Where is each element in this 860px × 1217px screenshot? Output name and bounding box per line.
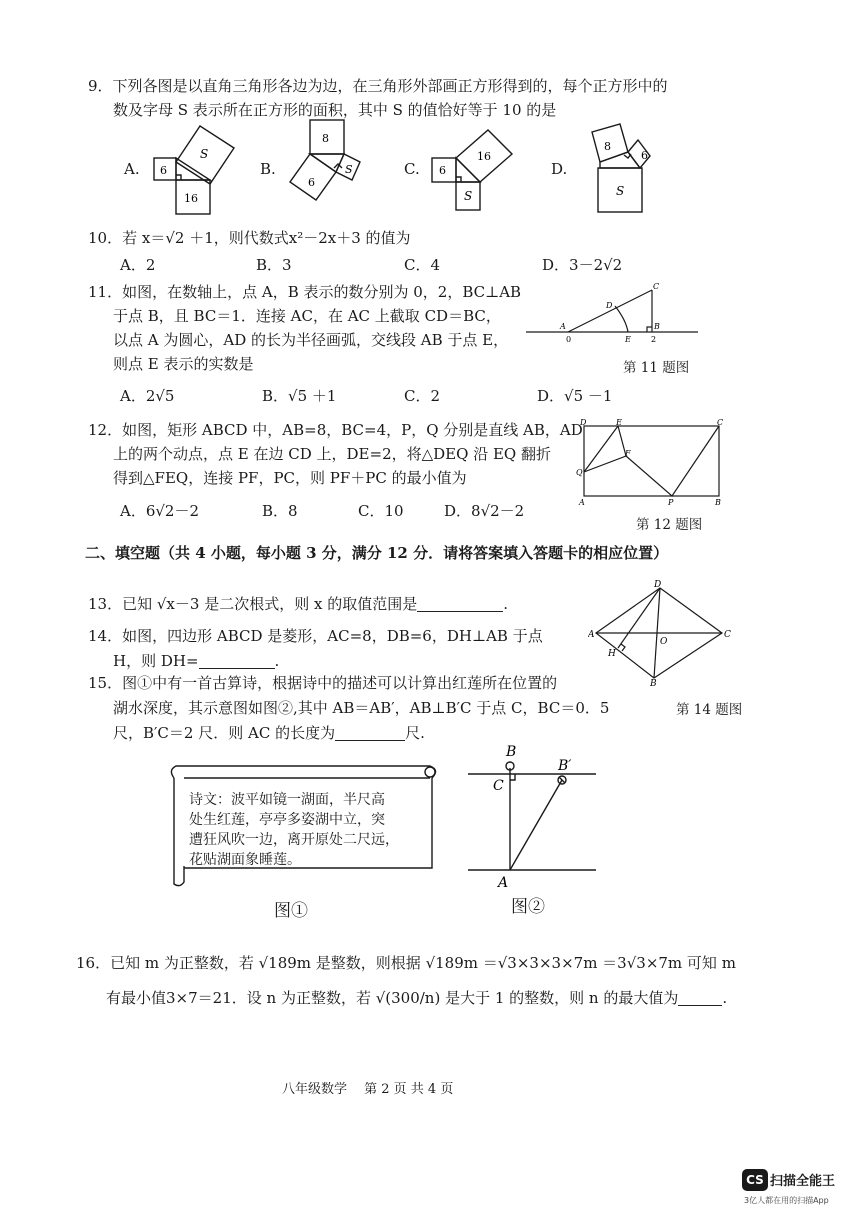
q14-end: . — [274, 652, 280, 670]
q14-answer-blank — [199, 652, 275, 669]
page-footer: 八年级数学 第 2 页 共 4 页 — [282, 1082, 454, 1097]
q12-point-d-label: D — [580, 418, 587, 427]
q11-point-a-label: A — [560, 322, 566, 331]
q10-number: 10． — [88, 229, 123, 247]
q9-d-square-right-value: 6 — [641, 149, 648, 162]
q9-option-c-figure — [428, 120, 528, 214]
q12-line3: 得到△FEQ，连接 PF，PC，则 PF＋PC 的最小值为 — [113, 469, 467, 487]
q10-stem — [88, 226, 411, 250]
q9-option-a-label: A. — [124, 160, 140, 178]
q15-lake-diagram — [462, 742, 602, 892]
q11-option-a: A．2√5 — [120, 387, 175, 405]
q9-c-square-small-value: 6 — [439, 164, 446, 177]
q15-text3: 尺，B′C＝2 尺．则 AC 的长度为 — [113, 724, 336, 742]
q15-number: 15． — [88, 674, 123, 692]
q9-b-square-top-value: 8 — [322, 132, 329, 145]
q14-point-o-label: O — [660, 637, 668, 647]
q14-point-d-label: D — [654, 580, 662, 590]
q15-end: 尺. — [405, 724, 425, 742]
poem-line: 诗文：波平如镜一湖面，半尺高 — [189, 792, 385, 808]
q9-option-b-figure — [284, 116, 384, 212]
q11-tick-2: 2 — [651, 335, 657, 344]
q12-caption: 第 12 题图 — [636, 517, 703, 533]
q9-a-square-small-value: 6 — [160, 164, 167, 177]
q16-text2: 有最小值3×7＝21．设 n 为正整数，若 √(300/n) 是大于 1 的整数，则 n 的最大值为 — [106, 989, 679, 1007]
q11-line4: 则点 E 表示的实数是 — [113, 355, 254, 373]
q12-point-b-label: B — [715, 498, 721, 507]
q16-line2 — [106, 986, 727, 1010]
q9-a-square-bottom-value: 16 — [184, 192, 198, 205]
q14-point-h-label: H — [608, 649, 616, 659]
poem-line: 处生红莲，亭亭多姿湖中立，突 — [189, 812, 385, 828]
q9-d-square-s: S — [616, 184, 625, 198]
q11-point-b-label: B — [654, 322, 660, 331]
q11-line1 — [88, 280, 521, 304]
q15-fig2-caption: 图② — [511, 897, 545, 917]
q10-text: 若 x＝√2 ＋1，则代数式x²－2x＋3 的值为 — [122, 229, 411, 247]
q15-point-c-label: C — [493, 778, 504, 794]
q14-point-b-label: B — [650, 679, 657, 686]
camscanner-logo: CS — [742, 1169, 768, 1191]
q15-fig1-caption: 图① — [274, 901, 308, 921]
q14-point-c-label: C — [724, 630, 731, 640]
q11-figure — [522, 280, 702, 350]
q16-line1 — [76, 951, 736, 975]
q9-d-square-top-value: 8 — [604, 140, 611, 153]
q11-option-b: B．√5 ＋1 — [262, 387, 337, 405]
q11-point-c-label: C — [653, 282, 660, 291]
q13-text: 已知 √x－3 是二次根式，则 x 的取值范围是 — [122, 595, 418, 613]
q9-c-square-s: S — [464, 189, 473, 203]
q9-b-square-s: S — [345, 163, 353, 176]
q14-text1: 如图，四边形 ABCD 是菱形，AC=8，DB=6，DH⊥AB 于点 — [122, 627, 543, 645]
q12-option-c: C．10 — [358, 502, 404, 520]
q15-line3 — [113, 721, 425, 745]
q16-number: 16． — [76, 954, 111, 972]
q14-number: 14． — [88, 627, 123, 645]
q11-text1: 如图，在数轴上，点 A，B 表示的数分别为 0，2，BC⊥AB — [122, 283, 522, 301]
q15-line1 — [88, 671, 557, 695]
q9-line1 — [88, 74, 668, 98]
q12-option-d: D．8√2－2 — [444, 502, 525, 520]
q11-line2: 于点 B，且 BC＝1．连接 AC，在 AC 上截取 CD＝BC， — [113, 307, 501, 325]
q14-line2 — [113, 649, 279, 673]
poem-line: 花贴湖面象睡莲。 — [189, 852, 301, 868]
q15-point-a-label: A — [498, 875, 509, 891]
q10-option-a: A．2 — [120, 256, 156, 274]
q12-option-a: A．6√2－2 — [120, 502, 200, 520]
q9-option-b-label: B. — [260, 160, 276, 178]
poem-line: 遭狂风吹一边，离开原处二尺远， — [189, 832, 399, 848]
q12-point-p-label: P — [668, 498, 674, 507]
q16-answer-blank — [678, 989, 722, 1006]
q10-option-b: B．3 — [256, 256, 292, 274]
q9-option-d-label: D. — [551, 160, 568, 178]
q9-text1: 下列各图是以直角三角形各边为边，在三角形外部画正方形得到的，每个正方形中的 — [112, 77, 668, 95]
q14-figure — [588, 580, 732, 686]
camscanner-title: 扫描全能王 — [770, 1174, 836, 1189]
q15-text1: 图①中有一首古算诗，根据诗中的描述可以计算出红莲所在位置的 — [122, 674, 558, 692]
q12-point-q-label: Q — [576, 468, 583, 477]
q11-tick-0: 0 — [566, 335, 572, 344]
q15-poem — [189, 790, 399, 870]
q12-line2: 上的两个动点，点 E 在边 CD 上，DE=2，将△DEQ 沿 EQ 翻折 — [113, 445, 551, 463]
q9-option-d-figure — [578, 118, 678, 216]
q14-text2: H，则 DH= — [113, 652, 199, 670]
camscanner-subtitle: 3亿人都在用的扫描App — [744, 1196, 829, 1205]
q15-point-bprime-label: B′ — [558, 758, 572, 774]
q12-option-b: B．8 — [262, 502, 298, 520]
q13-answer-blank — [417, 595, 503, 612]
q9-option-a-figure — [148, 124, 248, 216]
q9-a-square-s: S — [200, 147, 209, 161]
q12-point-e-label: E — [616, 418, 622, 427]
q11-point-d-label: D — [606, 301, 613, 310]
q13-stem — [88, 592, 508, 616]
q15-point-b-label: B — [506, 744, 517, 760]
q9-b-square-left-value: 6 — [308, 176, 315, 189]
q11-option-d: D．√5 －1 — [537, 387, 613, 405]
q11-point-e-label: E — [625, 335, 631, 344]
q10-option-d: D．3－2√2 — [542, 256, 623, 274]
q11-number: 11． — [88, 283, 123, 301]
q16-text1: 已知 m 为正整数，若 √189m 是整数，则根据 √189m ＝√3×3×3×7m ＝3√3×7m 可知 m — [110, 954, 736, 972]
q14-point-a-label: A — [588, 630, 595, 640]
q15-answer-blank — [335, 724, 405, 741]
q10-option-c: C．4 — [404, 256, 441, 274]
q11-caption: 第 11 题图 — [623, 360, 690, 376]
q11-option-c: C．2 — [404, 387, 441, 405]
q13-number: 13． — [88, 595, 123, 613]
q9-option-c-label: C. — [404, 160, 420, 178]
q12-line1 — [88, 418, 583, 442]
q15-line2: 湖水深度，其示意图如图②,其中 AB＝AB′，AB⊥B′C 于点 C，BC＝0．5 — [113, 699, 610, 717]
q11-line3: 以点 A 为圆心，AD 的长为半径画弧，交线段 AB 于点 E， — [113, 331, 509, 349]
section-2-heading: 二、填空题（共 4 小题，每小题 3 分，满分 12 分．请将答案填入答题卡的相应位置） — [85, 544, 669, 562]
q12-figure — [576, 416, 726, 508]
q9-line2: 数及字母 S 表示所在正方形的面积，其中 S 的值恰好等于 10 的是 — [113, 101, 557, 119]
q16-end: . — [722, 989, 728, 1007]
q9-number: 9． — [88, 77, 113, 95]
q9-c-square-right-value: 16 — [477, 150, 491, 163]
q12-point-f-label: F — [625, 449, 631, 458]
q14-caption: 第 14 题图 — [676, 702, 743, 718]
q12-point-a-label: A — [579, 498, 585, 507]
q12-text1: 如图，矩形 ABCD 中，AB=8，BC=4，P，Q 分别是直线 AB，AD — [122, 421, 583, 439]
q12-point-c-label: C — [717, 418, 724, 427]
q13-end: . — [503, 595, 508, 613]
q14-line1 — [88, 624, 543, 648]
q12-number: 12． — [88, 421, 123, 439]
